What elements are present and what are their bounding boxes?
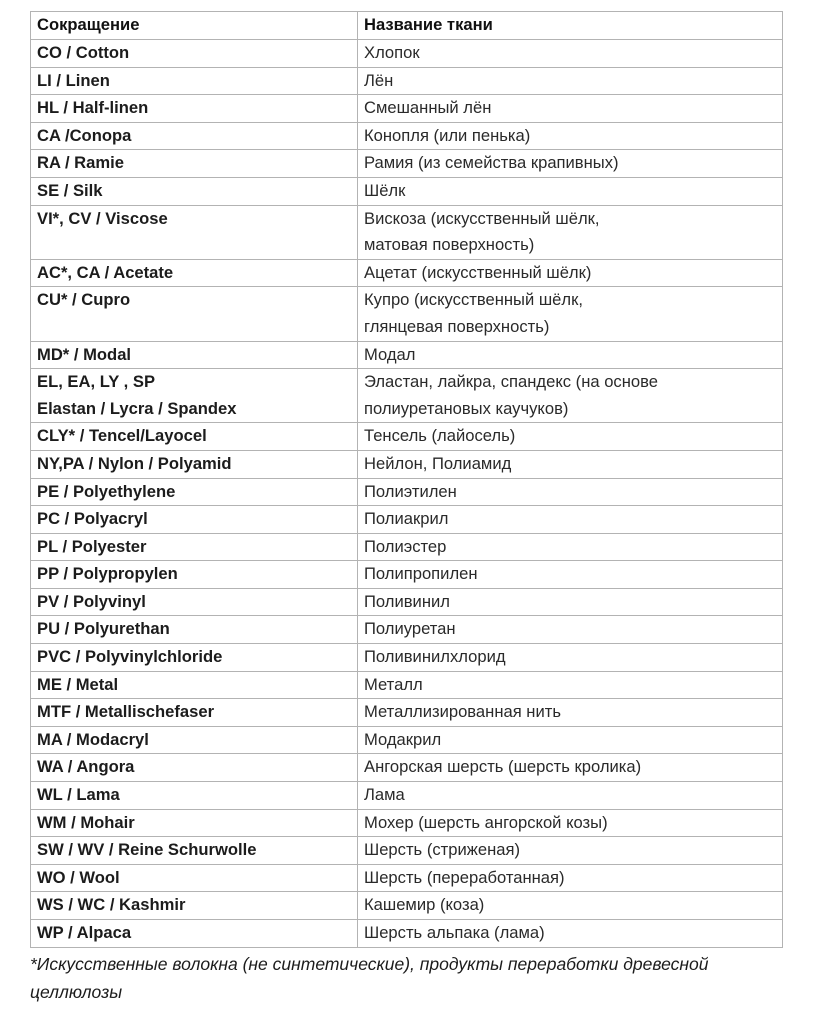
- fabric-name-cell: Модал: [358, 341, 783, 369]
- abbreviation-cell: WO / Wool: [31, 864, 358, 892]
- table-row: [31, 726, 783, 754]
- fabric-name-cell: Эластан, лайкра, спандекс (на основе полиуретановых каучуков): [358, 369, 783, 423]
- table-row: [31, 892, 783, 920]
- column-header-abbreviation: Сокращение: [31, 12, 358, 40]
- table-row: [31, 259, 783, 287]
- footnote: *Искусственные волокна (не синтетические), продукты переработки древесной целлюлозы: [30, 954, 709, 1002]
- fabric-abbreviations-table: [30, 11, 783, 948]
- fabric-name-cell: Тенсель (лайосель): [358, 423, 783, 451]
- fabric-name-cell: Конопля (или пенька): [358, 122, 783, 150]
- fabric-name-cell: Смешанный лён: [358, 95, 783, 123]
- fabric-name-cell: Шерсть альпака (лама): [358, 920, 783, 948]
- fabric-name-cell: Полиэстер: [358, 533, 783, 561]
- abbreviation-cell: MA / Modacryl: [31, 726, 358, 754]
- abbreviation-cell: WA / Angora: [31, 754, 358, 782]
- fabric-name-cell: Металлизированная нить: [358, 699, 783, 727]
- table-row: [31, 369, 783, 423]
- abbreviation-cell: AC*, CA / Acetate: [31, 259, 358, 287]
- table-header-row: [31, 12, 783, 40]
- table-row: [31, 150, 783, 178]
- fabric-name-cell: Поливинил: [358, 588, 783, 616]
- table-row: [31, 506, 783, 534]
- table-row: [31, 809, 783, 837]
- fabric-name-cell: Хлопок: [358, 40, 783, 68]
- abbreviation-cell: PVC / Polyvinylchloride: [31, 644, 358, 672]
- table-row: [31, 205, 783, 259]
- table-row: [31, 478, 783, 506]
- fabric-name-cell: Ангорская шерсть (шерсть кролика): [358, 754, 783, 782]
- table-row: [31, 561, 783, 589]
- fabric-name-cell: Шерсть (стриженая): [358, 837, 783, 865]
- fabric-name-cell: Лён: [358, 67, 783, 95]
- abbreviation-cell: PC / Polyacryl: [31, 506, 358, 534]
- table-row: [31, 864, 783, 892]
- fabric-name-cell: Шёлк: [358, 177, 783, 205]
- abbreviation-cell: WS / WC / Kashmir: [31, 892, 358, 920]
- table-row: [31, 341, 783, 369]
- table-row: [31, 287, 783, 341]
- fabric-name-cell: Модакрил: [358, 726, 783, 754]
- fabric-name-cell: Мохер (шерсть ангорской козы): [358, 809, 783, 837]
- fabric-name-cell: Полиакрил: [358, 506, 783, 534]
- table-row: [31, 920, 783, 948]
- fabric-name-cell: Рамия (из семейства крапивных): [358, 150, 783, 178]
- abbreviation-cell: CA /Conopa: [31, 122, 358, 150]
- fabric-name-cell: Шерсть (переработанная): [358, 864, 783, 892]
- abbreviation-cell: LI / Linen: [31, 67, 358, 95]
- abbreviation-cell: MD* / Modal: [31, 341, 358, 369]
- table-row: [31, 95, 783, 123]
- abbreviation-cell: NY,PA / Nylon / Polyamid: [31, 450, 358, 478]
- fabric-name-cell: Металл: [358, 671, 783, 699]
- fabric-name-cell: Лама: [358, 782, 783, 810]
- table-row: [31, 588, 783, 616]
- table-row: [31, 177, 783, 205]
- fabric-name-cell: Ацетат (искусственный шёлк): [358, 259, 783, 287]
- fabric-name-cell: Нейлон, Полиамид: [358, 450, 783, 478]
- fabric-name-cell: Купро (искусственный шёлк, глянцевая поверхность): [358, 287, 783, 341]
- table-row: [31, 40, 783, 68]
- abbreviation-cell: MTF / Metallischefaser: [31, 699, 358, 727]
- table-row: [31, 782, 783, 810]
- table-row: [31, 671, 783, 699]
- abbreviation-cell: PP / Polypropylen: [31, 561, 358, 589]
- abbreviation-cell: WL / Lama: [31, 782, 358, 810]
- abbreviation-cell: RA / Ramie: [31, 150, 358, 178]
- fabric-name-cell: Поливинилхлорид: [358, 644, 783, 672]
- table-body: [31, 40, 783, 948]
- table-row: [31, 450, 783, 478]
- fabric-name-cell: Кашемир (коза): [358, 892, 783, 920]
- abbreviation-cell: PL / Polyester: [31, 533, 358, 561]
- abbreviation-cell: SW / WV / Reine Schurwolle: [31, 837, 358, 865]
- abbreviation-cell: ME / Metal: [31, 671, 358, 699]
- abbreviation-cell: CO / Cotton: [31, 40, 358, 68]
- table-row: [31, 122, 783, 150]
- fabric-name-cell: Полиуретан: [358, 616, 783, 644]
- abbreviation-cell: SE / Silk: [31, 177, 358, 205]
- table-row: [31, 837, 783, 865]
- abbreviation-cell: HL / Half-linen: [31, 95, 358, 123]
- fabric-name-cell: Вискоза (искусственный шёлк, матовая поверхность): [358, 205, 783, 259]
- table-row: [31, 754, 783, 782]
- abbreviation-cell: CU* / Cupro: [31, 287, 358, 341]
- abbreviation-cell: WM / Mohair: [31, 809, 358, 837]
- fabric-name-cell: Полипропилен: [358, 561, 783, 589]
- abbreviation-cell: PE / Polyethylene: [31, 478, 358, 506]
- abbreviation-cell: PU / Polyurethan: [31, 616, 358, 644]
- table-row: [31, 699, 783, 727]
- abbreviation-cell: PV / Polyvinyl: [31, 588, 358, 616]
- abbreviation-cell: EL, EA, LY , SP Elastan / Lycra / Spandex: [31, 369, 358, 423]
- table-row: [31, 67, 783, 95]
- table-row: [31, 533, 783, 561]
- fabric-name-cell: Полиэтилен: [358, 478, 783, 506]
- abbreviation-cell: WP / Alpaca: [31, 920, 358, 948]
- table-row: [31, 644, 783, 672]
- table-row: [31, 423, 783, 451]
- abbreviation-cell: VI*, CV / Viscose: [31, 205, 358, 259]
- abbreviation-cell: CLY* / Tencel/Layocel: [31, 423, 358, 451]
- column-header-fabric-name: Название ткани: [358, 12, 783, 40]
- table-row: [31, 616, 783, 644]
